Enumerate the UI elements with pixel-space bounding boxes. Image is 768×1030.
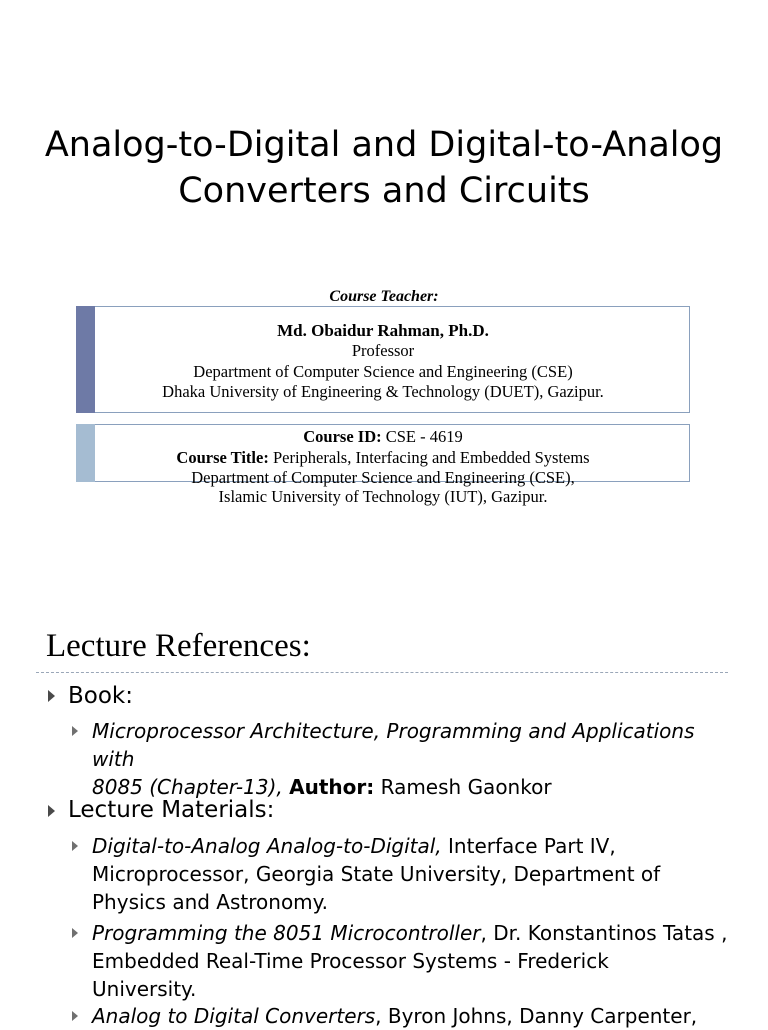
material-title: Analog to Digital Converters — [92, 1004, 376, 1028]
material-detail: , Dr. Konstantinos Tatas , — [480, 921, 728, 945]
course-id-value: CSE - 4619 — [385, 427, 463, 446]
material-detail: Microprocessor, — [92, 862, 250, 886]
slide-title-line-2: Converters and Circuits — [178, 171, 590, 211]
material-source: Georgia State University, Department of — [255, 862, 661, 886]
sub-bullet-arrow-icon — [72, 841, 78, 851]
bullet-arrow-icon — [48, 805, 55, 817]
course-department: Department of Computer Science and Engineering (CSE), — [191, 468, 575, 487]
material-detail: Interface Part IV, — [448, 834, 616, 858]
teacher-position: Professor — [351, 341, 415, 360]
material-source: Physics and Astronomy. — [92, 890, 329, 914]
material-item — [92, 832, 732, 916]
course-id-label: Course ID: — [303, 427, 382, 446]
book-reference — [92, 717, 732, 801]
book-author: Ramesh Gaonkor — [380, 775, 552, 799]
course-box-accent-bar — [76, 424, 95, 482]
material-title: Programming the 8051 Microcontroller — [92, 921, 481, 945]
teacher-box-accent-bar — [76, 306, 95, 413]
slide-title — [40, 122, 728, 214]
lecture-references-heading: Lecture References: — [46, 628, 311, 664]
course-university: Islamic University of Technology (IUT), Gazipur. — [218, 487, 548, 506]
material-detail: University. — [92, 977, 197, 1001]
course-teacher-caption: Course Teacher: — [329, 288, 439, 305]
material-item — [92, 1002, 732, 1030]
bullet-arrow-icon — [48, 690, 55, 702]
material-item — [92, 919, 732, 1003]
course-title-value: Peripherals, Interfacing and Embedded Systems — [272, 447, 590, 467]
book-author-label: Author: — [289, 775, 375, 799]
teacher-department: Department of Computer Science and Engineering (CSE) — [193, 361, 573, 381]
references-divider — [36, 672, 728, 673]
lecture-materials-label: Lecture Materials: — [68, 797, 275, 823]
sub-bullet-arrow-icon — [72, 726, 78, 736]
teacher-info-box — [76, 306, 690, 413]
book-title: Microprocessor Architecture, Programming and Applications with — [92, 719, 695, 771]
sub-bullet-arrow-icon — [72, 1011, 78, 1021]
course-title-label: Course Title: — [176, 447, 269, 467]
material-detail: , Byron Johns, Danny Carpenter, — [375, 1004, 698, 1028]
course-title-line — [77, 448, 689, 469]
teacher-name: Md. Obaidur Rahman, Ph.D. — [277, 321, 489, 340]
slide-title-line-1: Analog-to-Digital and Digital-to-Analog — [44, 125, 724, 165]
course-info-box — [76, 424, 690, 487]
book-title-cont: 8085 (Chapter-13), — [92, 775, 283, 799]
course-id-line — [77, 427, 689, 448]
material-title: Digital-to-Analog Analog-to-Digital, — [92, 834, 442, 858]
teacher-university: Dhaka University of Engineering & Technology (DUET), Gazipur. — [162, 382, 604, 401]
sub-bullet-arrow-icon — [72, 928, 78, 938]
material-detail: Embedded Real-Time Processor Systems - Frederick — [92, 949, 609, 973]
book-label: Book: — [68, 683, 133, 709]
